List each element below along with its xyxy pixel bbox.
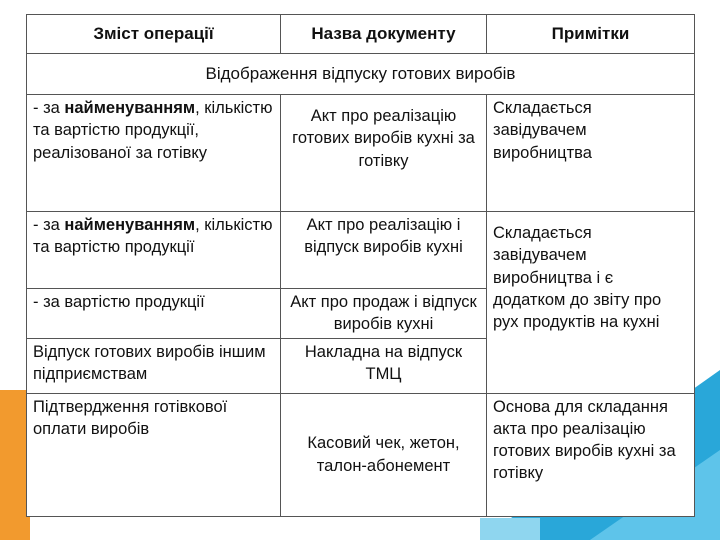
document-cell: Акт про реалізацію готових виробів кухні за готівку — [281, 95, 487, 212]
header-operation: Зміст операції — [27, 15, 281, 54]
operation-cell: - за вартістю продукції — [27, 289, 281, 339]
pale-blue-strip — [480, 518, 540, 540]
section-title: Відображення відпуску готових виробів — [27, 54, 695, 95]
header-notes: Примітки — [487, 15, 695, 54]
note-cell: Основа для складання акта про реалізацію готових виробів кухні за готівку — [487, 393, 695, 516]
operation-cell: Підтвердження готівкової оплати виробів — [27, 393, 281, 516]
table-row — [27, 95, 695, 212]
operation-cell: Відпуск готових виробів іншим підприємствам — [27, 338, 281, 393]
operations-table — [26, 14, 695, 517]
header-row — [27, 15, 695, 54]
operation-cell: - за найменуванням, кількістю та вартістю продукції — [27, 212, 281, 289]
document-cell: Касовий чек, жетон, талон-абонемент — [281, 393, 487, 516]
document-cell: Акт про продаж і відпуск виробів кухні — [281, 289, 487, 339]
table-row — [27, 393, 695, 516]
operation-cell: - за найменуванням, кількістю та вартістю продукції, реалізованої за готівку — [27, 95, 281, 212]
section-row — [27, 54, 695, 95]
table-row — [27, 212, 695, 289]
note-cell: Складається завідувачем виробництва — [487, 95, 695, 212]
document-cell: Накладна на відпуск ТМЦ — [281, 338, 487, 393]
note-cell: Складається завідувачем виробництва і є додатком до звіту про рух продуктів на кухні — [487, 212, 695, 394]
header-document: Назва документу — [281, 15, 487, 54]
document-cell: Акт про реалізацію і відпуск виробів кухні — [281, 212, 487, 289]
